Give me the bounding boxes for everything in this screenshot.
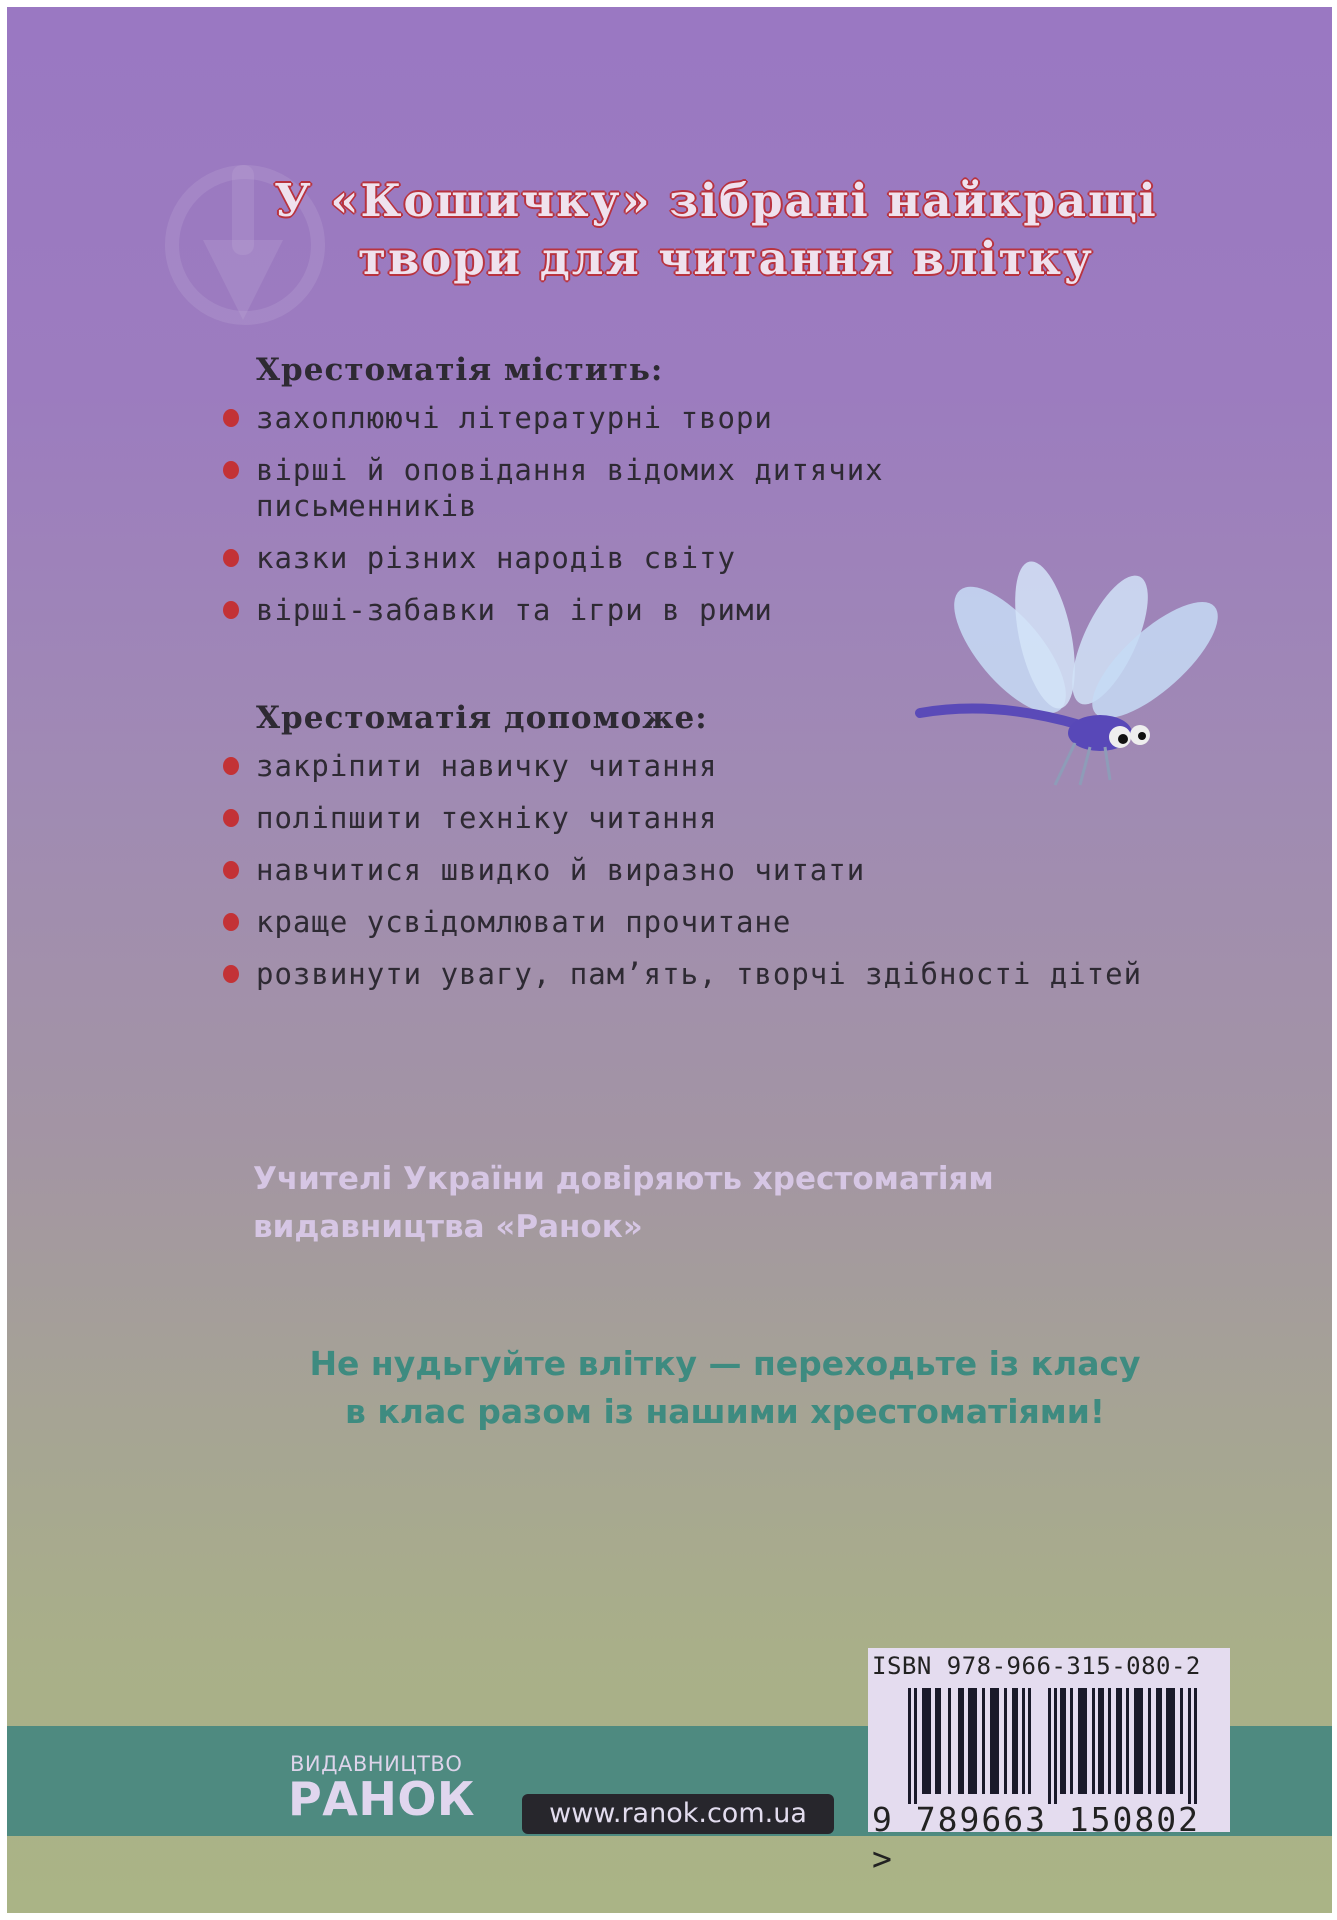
bullet-icon — [223, 913, 239, 931]
bullet-icon — [223, 409, 239, 427]
bullet-icon — [223, 861, 239, 879]
section-title: Хрестоматія містить: — [256, 352, 664, 388]
list-item: поліпшити техніку читання — [218, 800, 1158, 836]
list-item: вірші-забавки та ігри в рими — [218, 592, 1158, 628]
list-item: вірші й оповідання відомих дитячих письменників — [218, 452, 1076, 524]
publisher-subtitle: ВИДАВНИЦТВО — [290, 1752, 463, 1776]
publisher-logo: РАНОК — [288, 1772, 476, 1826]
isbn-barcode-box — [868, 1648, 1230, 1878]
list-item: захоплюючі літературні твори — [218, 400, 1158, 436]
bullet-icon — [223, 757, 239, 775]
list-item: навчитися швидко й виразно читати — [218, 852, 1158, 888]
bullet-icon — [223, 809, 239, 827]
list-item: краще усвідомлювати прочитане — [218, 904, 1158, 940]
teachers-note: Учителі України довіряють хрестоматіям видавництва «Ранок» — [253, 1161, 994, 1245]
barcode-icon — [908, 1688, 1204, 1804]
bullet-icon — [223, 461, 239, 479]
headline-line-1: У «Кошичку» зібрані найкращі — [274, 174, 1158, 227]
list-item: казки різних народів світу — [218, 540, 1158, 576]
publisher-url: www.ranok.com.ua — [522, 1794, 834, 1834]
isbn-label: ISBN 978-966-315-080-2 — [872, 1652, 1201, 1680]
helps-section — [218, 700, 1158, 1008]
list-item: закріпити навичку читання — [218, 748, 1158, 784]
bullet-icon — [223, 549, 239, 567]
slogan-line-1: Не нудьгуйте влітку — переходьте із класу — [309, 1344, 1141, 1383]
bullet-icon — [223, 965, 239, 983]
slogan-line-2: в клас разом із нашими хрестоматіями! — [345, 1392, 1105, 1431]
barcode-digits: 9 789663 150802 > — [872, 1800, 1201, 1878]
bullet-icon — [223, 601, 239, 619]
headline-line-2: твори для читання влітку — [358, 232, 1094, 285]
headline — [0, 172, 1337, 288]
slogan — [250, 1340, 1200, 1436]
section-title: Хрестоматія допоможе: — [256, 700, 708, 736]
list-item: розвинути увагу, пам’ять, творчі здібності дітей — [218, 956, 1156, 992]
